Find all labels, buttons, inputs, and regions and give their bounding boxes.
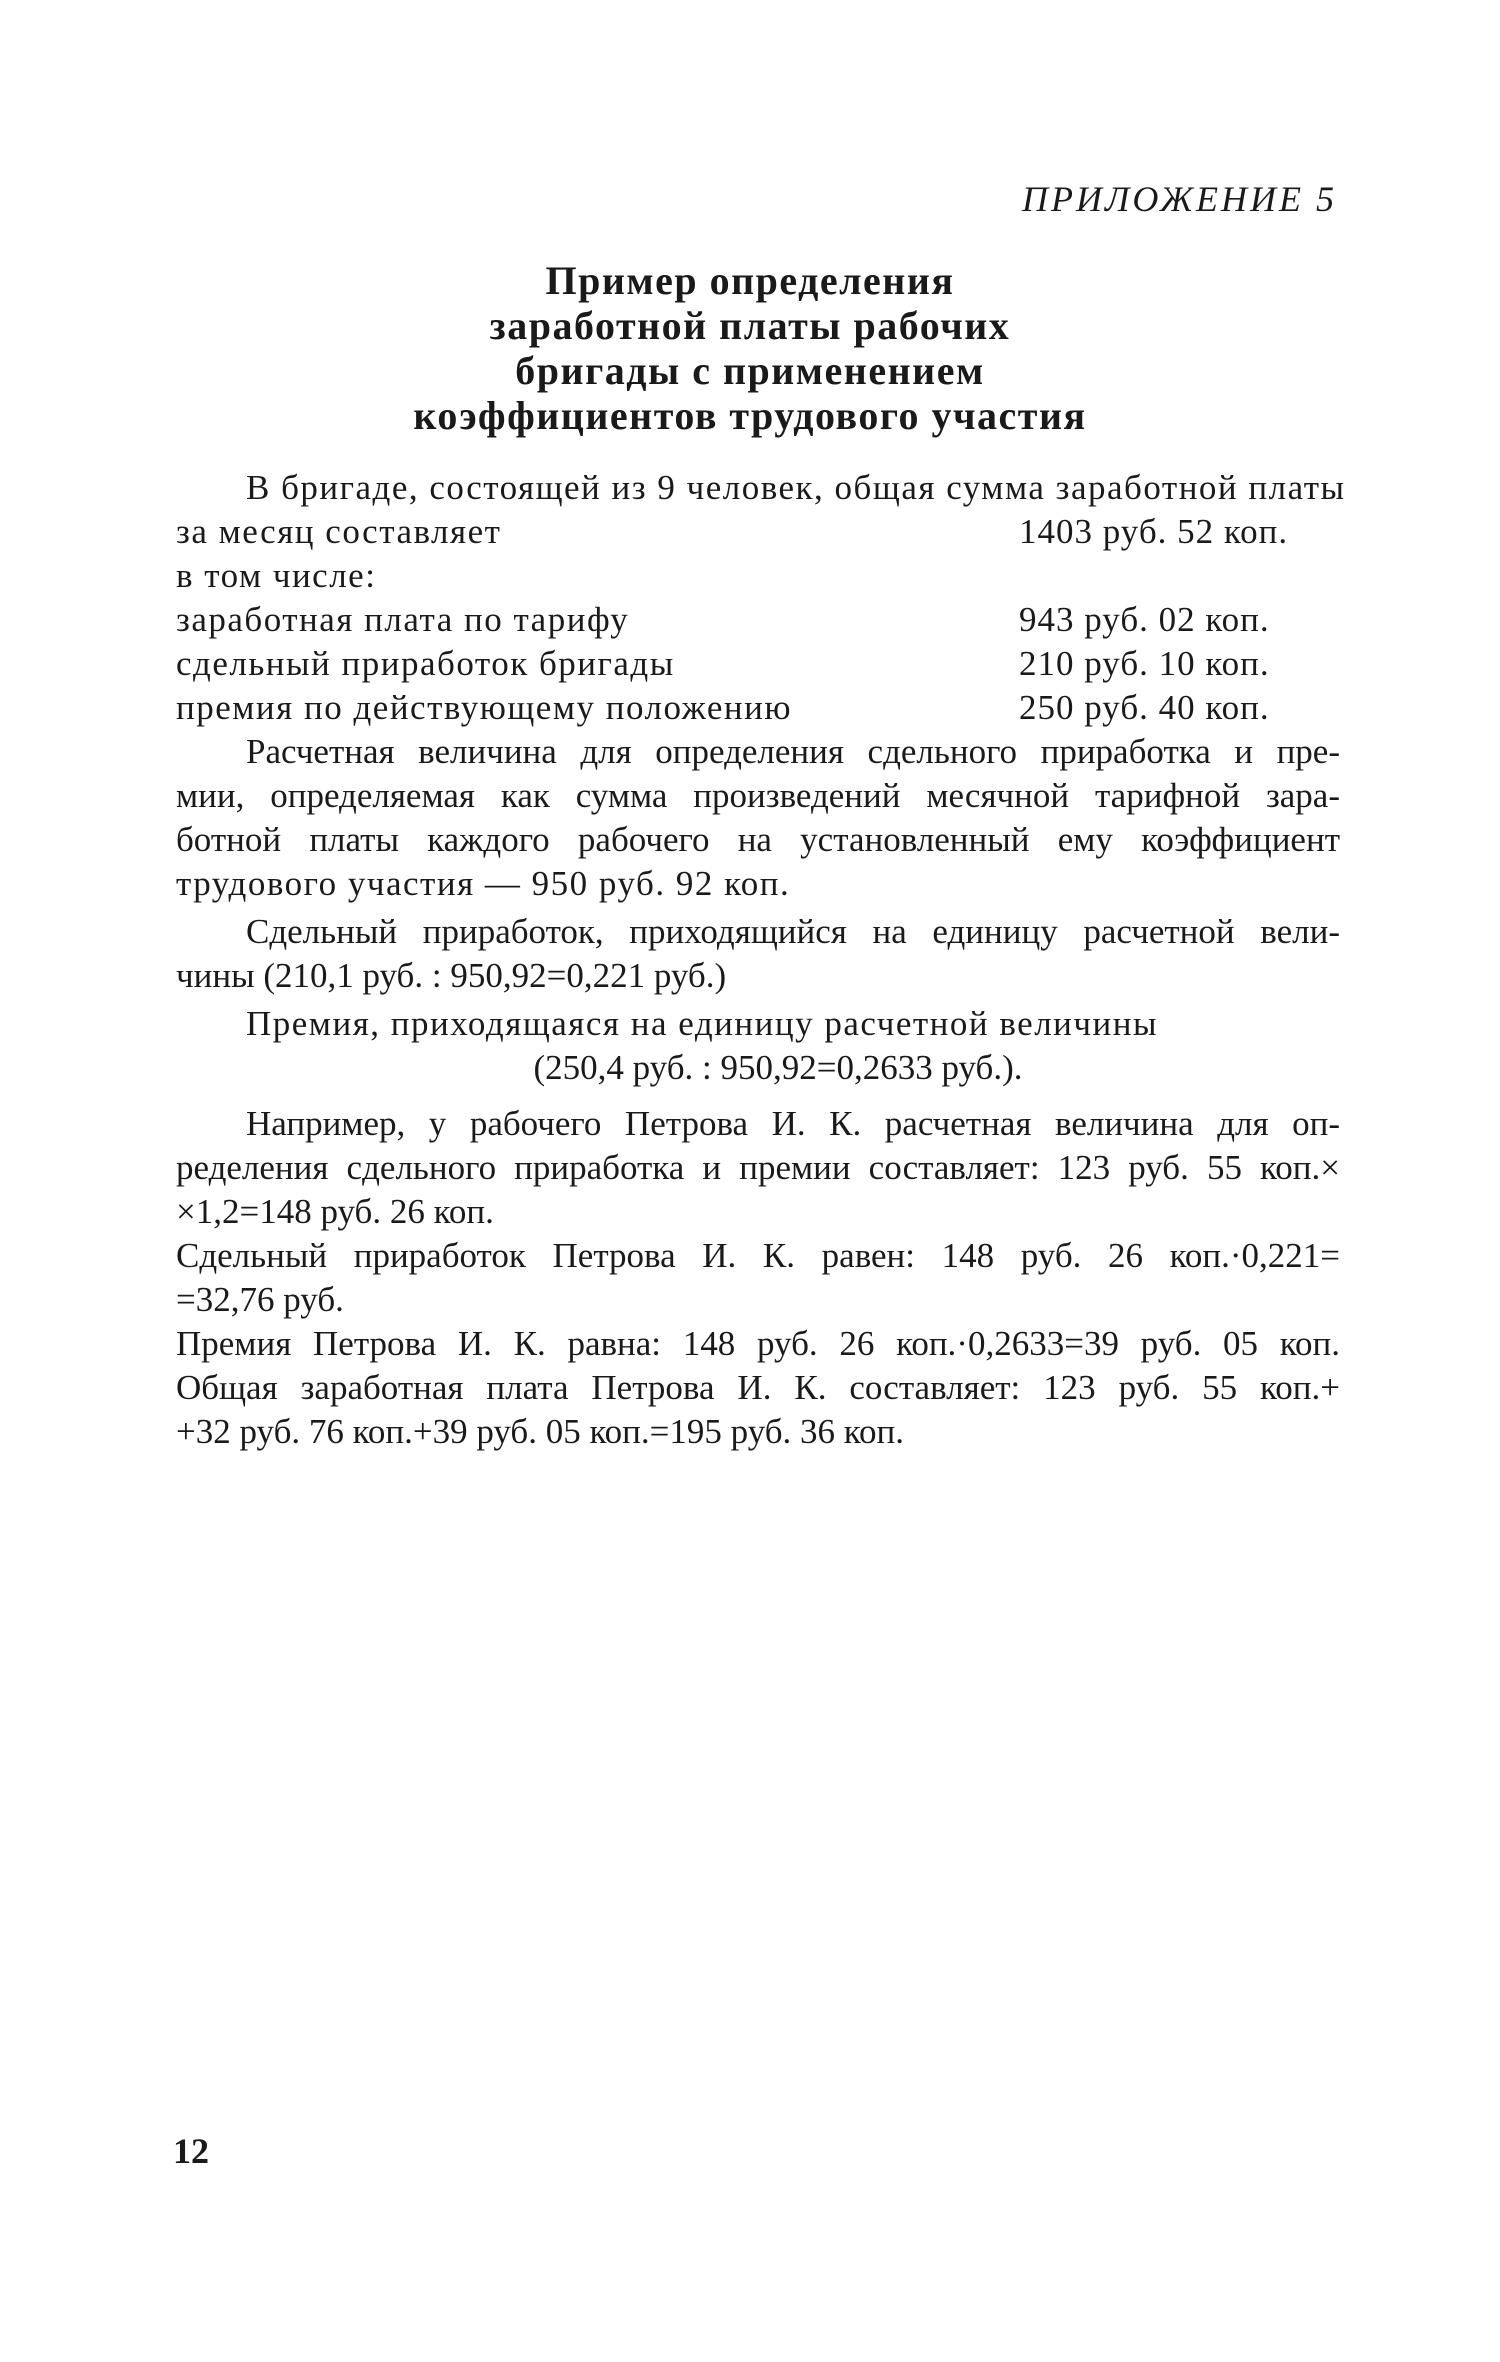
breakdown-label: заработная плата по тарифу <box>176 600 630 639</box>
title-line: коэффициентов трудового участия <box>413 393 1087 438</box>
breakdown-amount: 250 руб. 40 коп. <box>1019 688 1270 727</box>
paragraph-line: =32,76 руб. <box>176 1280 344 1319</box>
total-amount: 1403 руб. 52 коп. <box>1019 512 1289 551</box>
paragraph-line: Сдельный приработок Петрова И. К. равен: 148 руб. 26 коп.·0,221= <box>176 1236 1340 1275</box>
paragraph-line: ботной платы каждого рабочего на установленный ему коэффициент <box>176 820 1340 859</box>
formula-line: (250,4 руб. : 950,92=0,2633 руб.). <box>533 1048 1023 1087</box>
paragraph-line: Премия Петрова И. К. равна: 148 руб. 26 коп.·0,2633=39 руб. 05 коп. <box>176 1324 1340 1363</box>
breakdown-amount: 943 руб. 02 коп. <box>1019 600 1270 639</box>
total-label: за месяц составляет <box>176 512 502 551</box>
paragraph-line: Сдельный приработок, приходящийся на единицу расчетной вели- <box>246 912 1340 951</box>
page-title <box>0 258 1500 438</box>
paragraph-line: трудового участия — 950 руб. 92 коп. <box>176 864 791 903</box>
paragraph-line: ределения сдельного приработка и премии составляет: 123 руб. 55 коп.× <box>176 1148 1340 1187</box>
title-line: заработной платы рабочих <box>489 303 1011 348</box>
paragraph-line: мии, определяемая как сумма произведений месячной тарифной зара- <box>176 776 1340 815</box>
intro-line: в том числе: <box>176 556 377 595</box>
title-line: Пример определения <box>545 258 955 303</box>
intro-block <box>176 466 1346 1454</box>
intro-line: В бригаде, состоящей из 9 человек, общая сумма заработной платы <box>246 468 1346 507</box>
breakdown-row <box>176 686 1340 730</box>
breakdown-amount: 210 руб. 10 коп. <box>1019 644 1270 683</box>
title-line: бригады с применением <box>515 348 985 393</box>
breakdown-label: премия по действующему положению <box>176 688 792 727</box>
paragraph-line: +32 руб. 76 коп.+39 руб. 05 коп.=195 руб. 36 коп. <box>176 1412 904 1451</box>
paragraph-line: ×1,2=148 руб. 26 коп. <box>176 1192 494 1231</box>
paragraph-line: Премия, приходящаяся на единицу расчетной величины <box>246 1004 1158 1043</box>
paragraph-line: Расчетная величина для определения сдельного приработка и пре- <box>246 732 1340 771</box>
breakdown-row <box>176 642 1340 686</box>
paragraph-line: Общая заработная плата Петрова И. К. составляет: 123 руб. 55 коп.+ <box>176 1368 1340 1407</box>
page-number: 12 <box>173 2131 209 2171</box>
breakdown-row <box>176 598 1340 642</box>
breakdown-label: сдельный приработок бригады <box>176 644 675 683</box>
appendix-label: ПРИЛОЖЕНИЕ 5 <box>1022 179 1337 219</box>
total-row <box>176 510 1340 554</box>
paragraph-line: чины (210,1 руб. : 950,92=0,221 руб.) <box>176 956 727 995</box>
paragraph-line: Например, у рабочего Петрова И. К. расчетная величина для оп- <box>246 1104 1340 1143</box>
